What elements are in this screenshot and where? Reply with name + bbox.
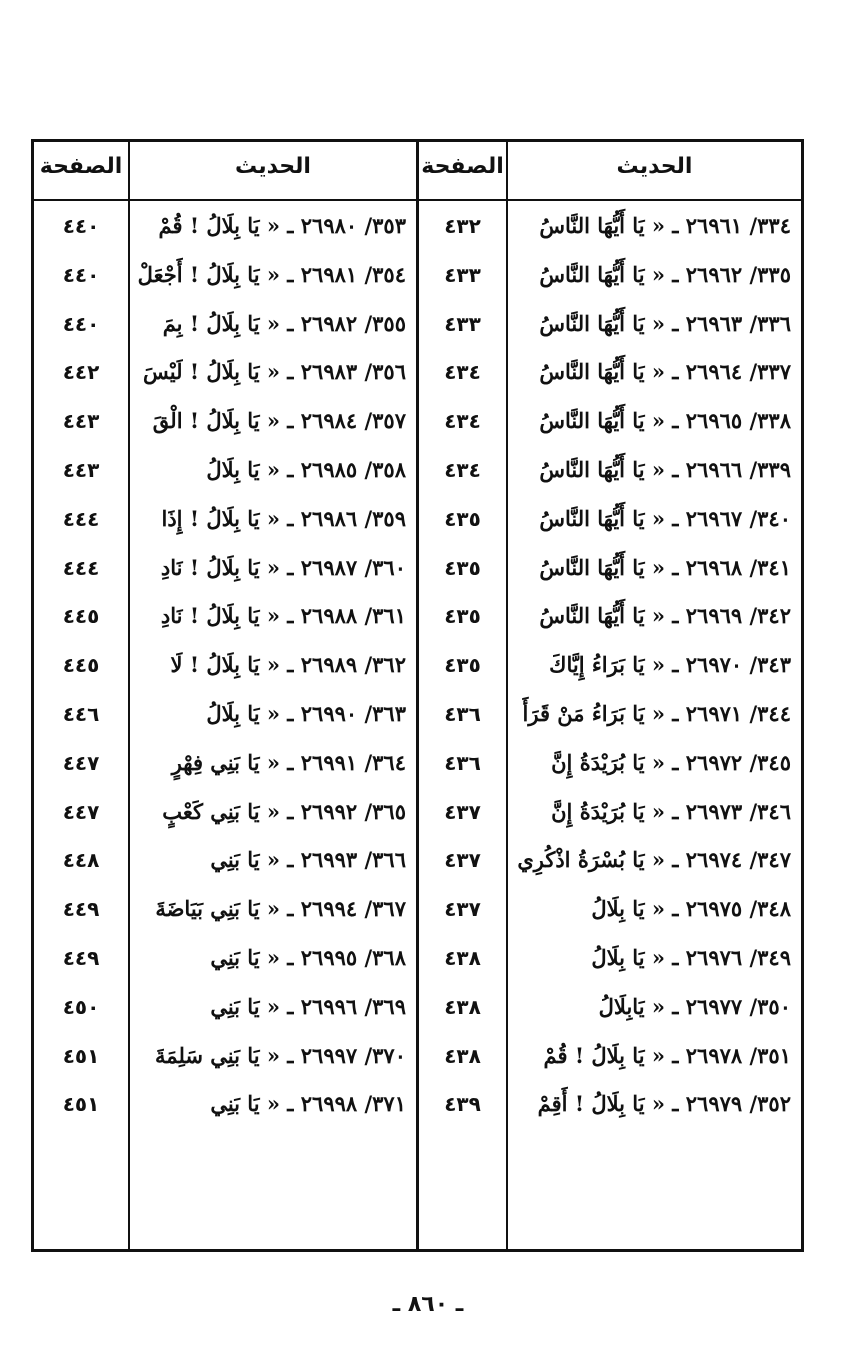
page-ref-left: ٤٥١	[62, 1092, 100, 1117]
hadith-entry-left: ٣٦٦/ ٢٦٩٩٣ ـ « يَا بَنِي	[210, 847, 406, 873]
page-ref-left: ٤٤٠	[62, 311, 100, 336]
page-ref-left: ٤٤٥	[62, 604, 100, 629]
table-row	[34, 347, 801, 396]
table-row	[34, 982, 801, 1031]
hadith-entry-right: ٣٥١/ ٢٦٩٧٨ ـ « يَا بِلَالُ ! قُمْ	[543, 1042, 791, 1068]
page-ref-right: ٤٣٣	[444, 311, 481, 336]
hadith-entry-right: ٣٤٤/ ٢٦٩٧١ ـ « يَا بَرَاءُ مَنْ قَرَأَ	[522, 700, 791, 726]
header-hadith-left: الحديث	[235, 154, 311, 179]
hadith-entry-right: ٣٥٠/ ٢٦٩٧٧ ـ « يَابِلَالُ	[598, 993, 791, 1019]
page-ref-right: ٤٣٨	[444, 994, 481, 1019]
page-ref-right: ٤٣٥	[444, 653, 481, 678]
hadith-entry-right: ٣٣٤/ ٢٦٩٦١ ـ « يَا أَيُّهَا النَّاسُ	[539, 213, 791, 238]
hadith-entry-right: ٣٤٥/ ٢٦٩٧٢ ـ « يَا بُرَيْدَةُ إِنَّ	[551, 749, 791, 775]
page-ref-right: ٤٣٩	[444, 1092, 481, 1117]
page-ref-left: ٤٤٣	[62, 457, 100, 482]
hadith-entry-right: ٣٣٨/ ٢٦٩٦٥ ـ « يَا أَيُّهَا النَّاسُ	[539, 408, 791, 434]
hadith-entry-left: ٣٥٧/ ٢٦٩٨٤ ـ « يَا بِلَالُ ! الْقَ	[152, 408, 406, 434]
hadith-entry-left: ٣٦٢/ ٢٦٩٨٩ ـ « يَا بِلَالُ ! لَا	[170, 652, 406, 678]
hadith-entry-right: ٣٣٦/ ٢٦٩٦٣ ـ « يَا أَيُّهَا النَّاسُ	[539, 310, 791, 336]
table-row	[34, 250, 801, 299]
page-ref-right: ٤٣٦	[444, 750, 481, 775]
page-ref-right: ٤٣٥	[444, 604, 481, 629]
table-row	[34, 738, 801, 787]
table-row	[34, 299, 801, 348]
table-row	[34, 1031, 801, 1080]
page-ref-right: ٤٣٣	[444, 262, 481, 287]
table-header	[34, 142, 801, 199]
hadith-entry-left: ٣٦٣/ ٢٦٩٩٠ ـ « يَا بِلَالُ	[206, 700, 406, 726]
table-row	[34, 543, 801, 592]
table-row	[34, 591, 801, 640]
hadith-entry-right: ٣٤٣/ ٢٦٩٧٠ ـ « يَا بَرَاءُ إِيَّاكَ	[549, 652, 791, 678]
hadith-entry-left: ٣٦١/ ٢٦٩٨٨ ـ « يَا بِلَالُ ! نَادِ	[160, 603, 406, 629]
hadith-entry-left: ٣٥٣/ ٢٦٩٨٠ ـ « يَا بِلَالُ ! قُمْ	[158, 213, 406, 238]
page-ref-left: ٤٤٥	[62, 653, 100, 678]
hadith-entry-right: ٣٤٠/ ٢٦٩٦٧ ـ « يَا أَيُّهَا النَّاسُ	[539, 505, 791, 531]
page-ref-left: ٤٥٠	[62, 994, 100, 1019]
hadith-entry-left: ٣٦٧/ ٢٦٩٩٤ ـ « يَا بَنِي بَيَاضَةَ	[155, 896, 406, 922]
page-ref-left: ٤٤٧	[62, 750, 100, 775]
table-row	[34, 689, 801, 738]
page-ref-left: ٤٤٤	[62, 506, 100, 531]
page-ref-left: ٤٤٣	[62, 409, 100, 434]
hadith-entry-right: ٣٣٥/ ٢٦٩٦٢ ـ « يَا أَيُّهَا النَّاسُ	[539, 261, 791, 287]
hadith-entry-left: ٣٦٠/ ٢٦٩٨٧ ـ « يَا بِلَالُ ! نَادِ	[160, 554, 406, 580]
hadith-entry-right: ٣٤٢/ ٢٦٩٦٩ ـ « يَا أَيُّهَا النَّاسُ	[539, 603, 791, 629]
hadith-entry-right: ٣٤٧/ ٢٦٩٧٤ ـ « يَا بُسْرَةُ اذْكُرِي	[517, 847, 791, 873]
table-row	[34, 640, 801, 689]
hadith-entry-left: ٣٧٠/ ٢٦٩٩٧ ـ « يَا بَنِي سَلِمَةَ	[155, 1042, 406, 1068]
page-ref-left: ٤٤٠	[62, 262, 100, 287]
page-ref-left: ٤٤٢	[62, 360, 100, 385]
hadith-entry-left: ٣٦٩/ ٢٦٩٩٦ ـ « يَا بَنِي	[210, 993, 406, 1019]
hadith-entry-left: ٣٥٦/ ٢٦٩٨٣ ـ « يَا بِلَالُ ! لَيْسَ	[143, 359, 406, 385]
hadith-entry-left: ٣٥٨/ ٢٦٩٨٥ ـ « يَا بِلَالُ	[206, 456, 406, 482]
table-row	[34, 201, 801, 250]
page-ref-left: ٤٤٤	[62, 555, 100, 580]
page-ref-right: ٤٣٧	[444, 897, 481, 922]
hadith-entry-right: ٣٤٨/ ٢٦٩٧٥ ـ « يَا بِلَالُ	[591, 896, 791, 922]
table-row	[34, 396, 801, 445]
hadith-entry-right: ٣٤٦/ ٢٦٩٧٣ ـ « يَا بُرَيْدَةُ إِنَّ	[551, 798, 791, 824]
table-body	[34, 201, 801, 1128]
page-ref-right: ٤٣٥	[444, 506, 481, 531]
hadith-entry-right: ٣٥٢/ ٢٦٩٧٩ ـ « يَا بِلَالُ ! أَقِمْ	[537, 1091, 791, 1117]
table-row	[34, 494, 801, 543]
page-ref-right: ٤٣٤	[444, 457, 481, 482]
table-row	[34, 933, 801, 982]
hadith-entry-right: ٣٤٩/ ٢٦٩٧٦ ـ « يَا بِلَالُ	[591, 944, 791, 970]
page-number: ـ ٨٦٠ ـ	[392, 1292, 464, 1317]
table-row	[34, 445, 801, 494]
page-ref-right: ٤٣٧	[444, 848, 481, 873]
hadith-entry-left: ٣٥٩/ ٢٦٩٨٦ ـ « يَا بِلَالُ ! إِذَا	[161, 505, 406, 531]
hadith-entry-right: ٣٣٩/ ٢٦٩٦٦ ـ « يَا أَيُّهَا النَّاسُ	[539, 456, 791, 482]
page-ref-right: ٤٣٤	[444, 360, 481, 385]
page-ref-right: ٤٣٨	[444, 1043, 481, 1068]
page-ref-right: ٤٣٤	[444, 409, 481, 434]
page-ref-right: ٤٣٥	[444, 555, 481, 580]
header-page-right: الصفحة	[421, 154, 504, 179]
page-ref-right: ٤٣٦	[444, 701, 481, 726]
table-row	[34, 1079, 801, 1128]
hadith-entry-right: ٣٤١/ ٢٦٩٦٨ ـ « يَا أَيُّهَا النَّاسُ	[539, 554, 791, 580]
hadith-entry-left: ٣٥٥/ ٢٦٩٨٢ ـ « يَا بِلَالُ ! بِمَ	[162, 310, 406, 336]
hadith-entry-left: ٣٧١/ ٢٦٩٩٨ ـ « يَا بَنِي	[210, 1091, 406, 1117]
page-ref-left: ٤٤٠	[62, 214, 100, 238]
header-hadith-right: الحديث	[616, 154, 693, 179]
hadith-entry-left: ٣٦٨/ ٢٦٩٩٥ ـ « يَا بَنِي	[210, 944, 406, 970]
hadith-entry-left: ٣٦٥/ ٢٦٩٩٢ ـ « يَا بَنِي كَعْبٍ	[162, 798, 406, 824]
page-ref-left: ٤٤٧	[62, 799, 100, 824]
hadith-entry-right: ٣٣٧/ ٢٦٩٦٤ ـ « يَا أَيُّهَا النَّاسُ	[539, 359, 791, 385]
page-ref-left: ٤٤٩	[62, 897, 100, 922]
page-ref-right: ٤٣٨	[444, 945, 481, 970]
page-ref-left: ٤٤٦	[62, 701, 100, 726]
header-page-left: الصفحة	[39, 154, 123, 179]
page-ref-left: ٤٤٩	[62, 945, 100, 970]
hadith-entry-left: ٣٥٤/ ٢٦٩٨١ ـ « يَا بِلَالُ ! أَجْعَلْ	[137, 261, 406, 287]
page-ref-right: ٤٣٢	[444, 214, 481, 238]
hadith-entry-left: ٣٦٤/ ٢٦٩٩١ ـ « يَا بَنِي فِهْرٍ	[171, 749, 406, 775]
page-ref-left: ٤٥١	[62, 1043, 100, 1068]
page-ref-right: ٤٣٧	[444, 799, 481, 824]
table-row	[34, 884, 801, 933]
table-row	[34, 787, 801, 836]
hadith-index-table	[31, 139, 804, 1252]
table-row	[34, 835, 801, 884]
page-ref-left: ٤٤٨	[62, 848, 100, 873]
